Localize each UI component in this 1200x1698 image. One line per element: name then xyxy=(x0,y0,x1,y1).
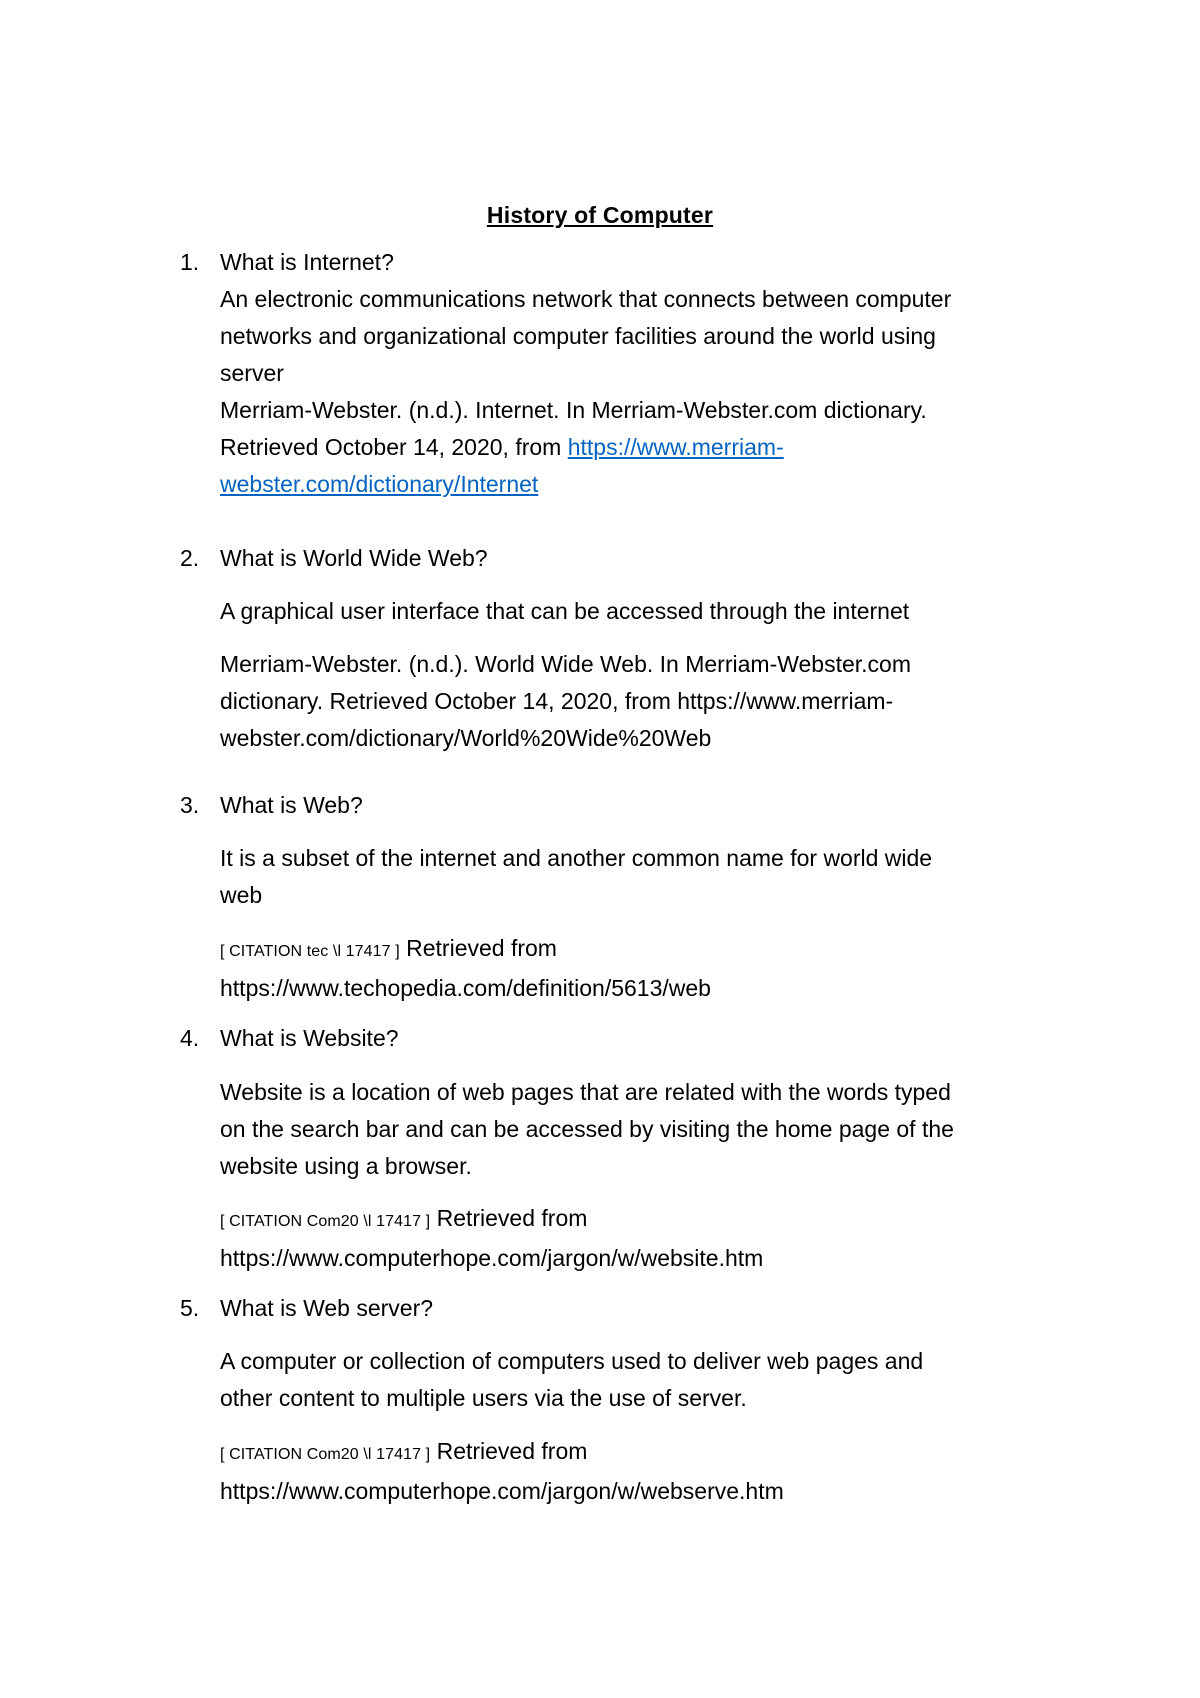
question-number: 5. xyxy=(180,1295,200,1321)
reference-line: dictionary. Retrieved October 14, 2020, from https://www.merriam- xyxy=(220,688,894,714)
citation-line xyxy=(220,930,1080,970)
reference-line: Merriam-Webster. (n.d.). Internet. In Merriam-Webster.com dictionary. xyxy=(220,397,927,423)
reference-line: webster.com/dictionary/World%20Wide%20Web xyxy=(220,725,712,751)
question-number: 4. xyxy=(180,1025,200,1051)
retrieved-text: Retrieved from xyxy=(430,1205,588,1231)
citation-url: https://www.techopedia.com/definition/5613/web xyxy=(220,975,711,1001)
answer-2 xyxy=(220,593,1080,630)
answer-line: Website is a location of web pages that are related with the words typed xyxy=(220,1079,951,1105)
answer-line: A computer or collection of computers used to deliver web pages and xyxy=(220,1348,924,1374)
citation-line xyxy=(220,1200,1080,1240)
question-text: What is Web? xyxy=(220,792,363,818)
question-number: 2. xyxy=(180,545,200,571)
reference-link[interactable]: webster.com/dictionary/Internet xyxy=(220,471,539,497)
question-text: What is Internet? xyxy=(220,249,394,275)
answer-line: It is a subset of the internet and another common name for world wide xyxy=(220,845,933,871)
answer-line: website using a browser. xyxy=(220,1153,472,1179)
answer-line: networks and organizational computer facilities around the world using xyxy=(220,323,936,349)
answer-5 xyxy=(220,1343,1080,1417)
reference-line xyxy=(220,429,1080,466)
citation-line xyxy=(220,1433,1080,1473)
answer-line: server xyxy=(220,360,284,386)
retrieved-text: Retrieved from xyxy=(399,935,557,961)
citation-url: https://www.computerhope.com/jargon/w/webserve.htm xyxy=(220,1478,784,1504)
answer-line: web xyxy=(220,882,263,908)
answer-line: other content to multiple users via the use of server. xyxy=(220,1385,747,1411)
citation-tag: [ CITATION Com20 \l 17417 ] xyxy=(220,1213,431,1230)
citation-4 xyxy=(220,1200,1080,1277)
citation-tag: [ CITATION Com20 \l 17417 ] xyxy=(220,1446,431,1463)
question-text: What is Website? xyxy=(220,1025,399,1051)
answer-line: A graphical user interface that can be accessed through the internet xyxy=(220,598,910,624)
page-title: History of Computer xyxy=(486,202,714,228)
retrieved-text: Retrieved from xyxy=(430,1438,588,1464)
reference-2 xyxy=(220,646,1080,757)
answer-line: on the search bar and can be accessed by visiting the home page of the xyxy=(220,1116,954,1142)
question-text: What is World Wide Web? xyxy=(220,545,488,571)
citation-tag: [ CITATION tec \l 17417 ] xyxy=(220,943,400,960)
reference-line: Merriam-Webster. (n.d.). World Wide Web. In Merriam-Webster.com xyxy=(220,651,912,677)
answer-1 xyxy=(220,281,1080,503)
answer-3 xyxy=(220,840,1080,914)
question-number: 3. xyxy=(180,792,200,818)
answer-4 xyxy=(220,1074,1080,1185)
reference-link[interactable]: https://www.merriam- xyxy=(567,434,784,460)
citation-5 xyxy=(220,1433,1080,1510)
citation-3 xyxy=(220,930,1080,1007)
question-number: 1. xyxy=(180,249,200,275)
question-text: What is Web server? xyxy=(220,1295,434,1321)
reference-text: Retrieved October 14, 2020, from xyxy=(220,434,568,460)
answer-line: An electronic communications network that connects between computer xyxy=(220,286,952,312)
citation-url: https://www.computerhope.com/jargon/w/website.htm xyxy=(220,1245,764,1271)
